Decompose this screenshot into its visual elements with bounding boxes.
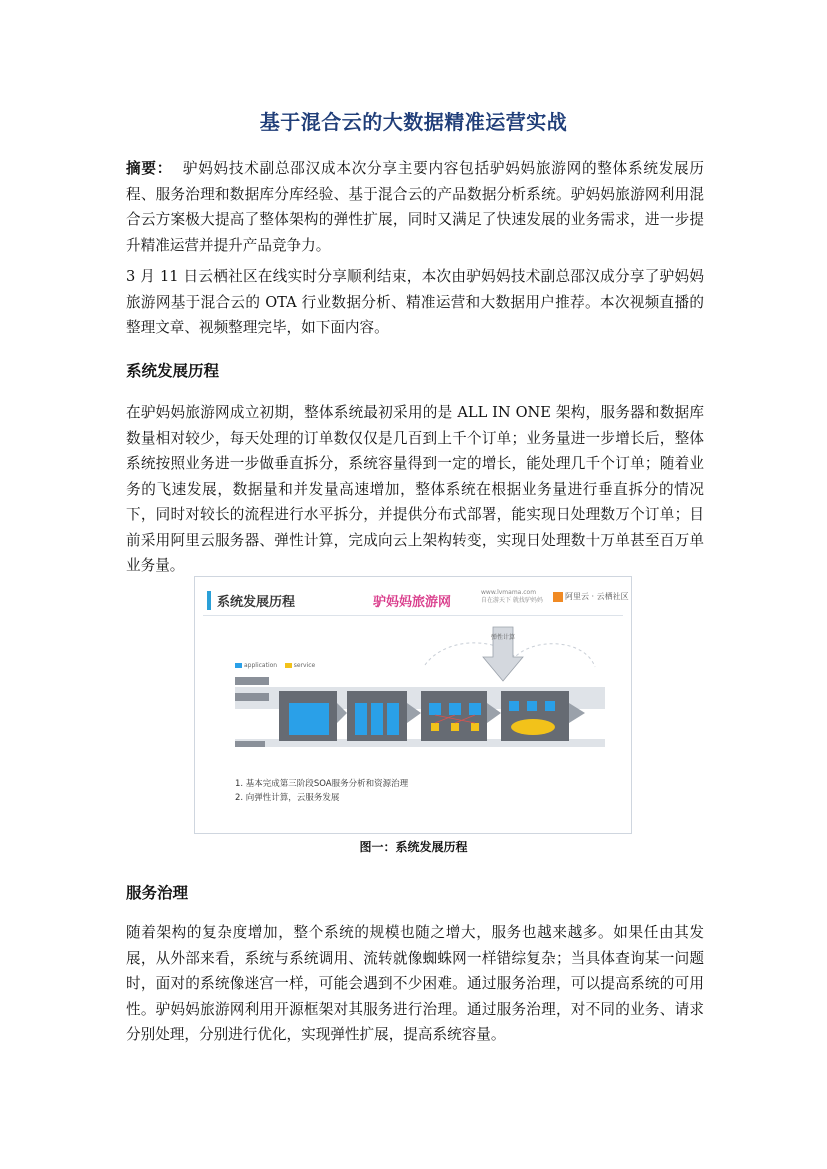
stage-1-app: [289, 703, 329, 735]
section-heading-development: 系统发展历程: [126, 362, 220, 380]
figure-title: 系统发展历程: [207, 591, 295, 610]
stage-2-app-b: [371, 703, 383, 735]
figure-note-1: 1. 基本完成第三阶段SOA服务分析和资源治理: [235, 779, 409, 789]
abstract-text: 驴妈妈技术副总邵汉成本次分享主要内容包括驴妈妈旅游网的整体系统发展历程、服务治理和数据库分库经验、基于混合云的产品数据分析系统。驴妈妈旅游网利用混合云方案极大提高了整体架构的弹性扩展，同时又满足了快速发展的业务需求，进一步提升精准运营并提升产品竞争力。: [126, 160, 704, 254]
lvmama-logo: 驴妈妈旅游网: [373, 595, 452, 610]
figure-legend: [235, 662, 315, 669]
stage-4-app-a: [509, 701, 519, 711]
figure-notes: [235, 777, 408, 805]
aliyun-text: 阿里云 · 云栖社区: [565, 592, 629, 601]
stage-distributed: [421, 691, 487, 741]
governance-paragraph: 随着架构的复杂度增加，整个系统的规模也随之增大，服务也越来越多。如果任由其发展，从外部来看，系统与系统调用、流转就像蜘蛛网一样错综复杂；当具体查询某一问题时，面对的系统像迷宫一样，可能会遇到不少困难。通过服务治理，可以提高系统的可用性。驴妈妈旅游网利用开源框架对其服务进行治理。通过服务治理，对不同的业务、请求分别处理，分别进行优化，实现弹性扩展，提高系统容量。: [126, 924, 704, 1043]
stage-3-svc-b: [451, 723, 459, 731]
elastic-compute-label: 弹性计算: [490, 634, 516, 641]
input-tab-b: [235, 693, 269, 701]
stage-3-app-c: [469, 703, 481, 715]
figure-note-2: 2. 向弹性计算，云服务发展: [235, 793, 340, 803]
development-paragraph: 在驴妈妈旅游网成立初期，整体系统最初采用的是 ALL IN ONE 架构，服务器和数据库数量相对较少，每天处理的订单数仅仅是几百到上千个订单；业务量进一步增长后，整体系统按照业务进一步做垂直拆分，系统容量得到一定的增长，能处理几千个订单；随着业务的飞速发展，数据量和并发量高速增加，整体系统在根据业务量进行垂直拆分的情况下，同时对较长的流程进行水平拆分，并提供分布式部署，能实现日处理数万个订单；目前采用阿里云服务器、弹性计算，完成向云上架构转变，实现日处理数十万单甚至百万单业务量。: [126, 404, 704, 574]
stage-3-svc-c: [471, 723, 479, 731]
legend-svc-swatch: [285, 663, 292, 668]
abstract-paragraph: [126, 156, 704, 258]
figure-url-subtext: 自在游天下 就找驴妈妈: [481, 597, 543, 604]
legend-svc: service: [293, 662, 316, 669]
stage-4-app-c: [545, 701, 555, 711]
stage-3-app-b: [449, 703, 461, 715]
figure-url-text: www.lvmama.com: [481, 589, 537, 596]
intro-paragraph: 3 月 11 日云栖社区在线实时分享顺利结束，本次由驴妈妈技术副总邵汉成分享了驴妈妈旅游网基于混合云的 OTA 行业数据分析、精准运营和大数据用户推荐。本次视频直播的整理文章、视频整理完毕，如下面内容。: [126, 268, 704, 336]
input-tab-c: [235, 741, 265, 747]
figure-caption: 图一：系统发展历程: [359, 840, 468, 854]
abstract-label: 摘要：: [126, 160, 173, 177]
section-heading-governance: 服务治理: [126, 884, 189, 902]
stage-4-cloud-services: [511, 719, 555, 735]
stage-4-app-b: [527, 701, 537, 711]
legend-app-swatch: [235, 663, 242, 668]
input-tab-a: [235, 677, 269, 685]
stage-3-app-a: [429, 703, 441, 715]
page-title: 基于混合云的大数据精准运营实战: [259, 110, 568, 134]
stage-3-svc-a: [431, 723, 439, 731]
development-figure: [194, 576, 632, 834]
stage-2-app-c: [387, 703, 399, 735]
stage-2-app-a: [355, 703, 367, 735]
legend-app: application: [244, 662, 278, 669]
